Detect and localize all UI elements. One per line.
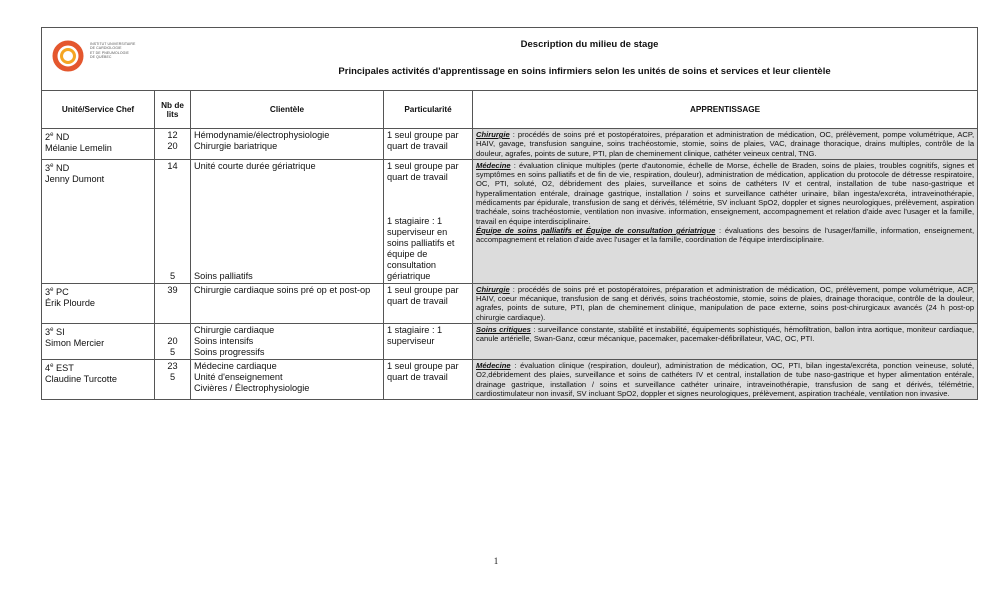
table-row: [42, 324, 978, 360]
apprentissage-cell: Chirurgie : procédés de soins pré et postopératoires, préparation et administration de médication, OC, prélèvement, pompe volumétrique, ACP, HAIV, gavage, transfusion sanguine, soins trachéostomie, stomie, soins de plaies, VAC, drainage thoracique, drains multiples, contrôle de la douleur, agrafes, points de suture, PTI, plan de cheminement clinique, cathéter veineux central, TNG.: [473, 129, 978, 160]
unit-cell: [42, 129, 155, 160]
chef-name: Jenny Dumont: [45, 173, 105, 184]
nb-cell: 23 5: [155, 360, 191, 400]
page-number: 1: [493, 556, 499, 566]
apprentissage-cell: Chirurgie : procédés de soins pré et postopératoires, préparation et administration de médication, OC, prélèvement, pompe volumétrique, ACP, HAIV, coeur mécanique, transfusion de sang et dérivés, soins trachéostomie, stomie, soins de plaies, drainage thoracique, contrôle de la douleur, agrafes, points de suture, PTI, plan de cheminement clinique, manipulation de pace externe, soins post-chirurgicaux avancés (24 h post-op chirurgie cardiaque).: [473, 283, 978, 323]
unit-name: 3e PC: [45, 286, 69, 297]
nb-cell: 39: [155, 283, 191, 323]
document-subtitle: Principales activités d'apprentissage en soins infirmiers selon les unités de soins et services et leur clientèle: [338, 66, 831, 77]
nb-cell: 14 5: [155, 159, 191, 283]
apprentissage-cell: Soins critiques : surveillance constante, stabilité et instabilité, équipements sophistiqués, hémofiltration, ballon intra aortique, moniteur cardiaque, canule artérielle, Swan-Ganz, cœur mécanique, pacemaker, pacemaker-défibrillateur, VAC, OC, PTI.: [473, 324, 978, 360]
col-header-apprentissage: APPRENTISSAGE: [473, 91, 978, 129]
apprentissage-cell: Médecine : évaluation clinique (respiration, douleur), administration de médication, OC, PTI, bilan ingesta/excréta, ponction veineuse, soluté, O2,débridement des plaies, surveillance et soins de cathéters IV et central, installation de tube naso-gastrique et hyper alimentation entérale, drainage gastrique, installation / soins et surveillance cathéter urinaire, intraveinothérapie, transfusion de sang et dérivés, télémétrie, cardiostimulateur non invasif, SV incluant SpO2, doppler et signes neurologiques, prélèvement, aspiration trachéale, ventilation non invasive.: [473, 360, 978, 400]
document-title: Description du milieu de stage: [520, 39, 659, 50]
clientele-cell: Hémodynamie/électrophysiologie Chirurgie bariatrique: [191, 129, 384, 160]
particularite-cell: 1 seul groupe par quart de travail: [384, 283, 473, 323]
unit-name: 4e EST: [45, 363, 74, 374]
col-header-unit: Unité/Service Chef: [42, 91, 155, 129]
particularite-cell: 1 stagiaire : 1 superviseur: [384, 324, 473, 360]
table-row: [42, 129, 978, 160]
clientele-cell: Unité courte durée gériatrique Soins palliatifs: [191, 159, 384, 283]
document-page: [41, 27, 977, 400]
column-header-row: [42, 91, 978, 129]
header-row: [42, 28, 978, 91]
chef-name: Mélanie Lemelin: [45, 143, 112, 154]
unit-name: 3e SI: [45, 327, 65, 338]
apprentissage-cell: Médecine : évaluation clinique multiples (perte d'autonomie, échelle de Morse, échelle de Braden, soins de plaies, troubles cognitifs, signes et symptômes en soins palliatifs et de fin de vie, respiration, douleur), administration de médication, application du protocole de détresse respiratoire, OC, PTI, soluté, O2, débridement des plaies, surveillance et soins de cathéters IV et central, installation de tube naso-gastrique et hyperalimentation entérale, drainage gastrique, installation / soins et surveillance cathéter urinaire, bilan ingesta/excréta, intraveinothérapie, médicaments par épidurale, transfusion de sang et dérivés, télémétrie, SV incluant SpO2, doppler et signes neurologiques, prélèvement, aspiration trachéale, soins trachéostomie, ventilation non invasive. information, enseignement, accompagnement et relation d'aide avec l'usager et la famille, travail en équipe interdisciplinaire. Équipe de soins palliatifs et Équipe de consultation gériatrique : évaluations des besoins de l'usager/famille, information, enseignement, accompagnement et relation d'aide avec l'usager et la famille, coordination de l'équipe interdisciplinaire.: [473, 159, 978, 283]
chef-name: Claudine Turcotte: [45, 374, 118, 385]
stage-table: [41, 27, 978, 400]
chef-name: Simon Mercier: [45, 338, 105, 349]
clientele-cell: Chirurgie cardiaque Soins intensifs Soins progressifs: [191, 324, 384, 360]
table-row: [42, 159, 978, 283]
unit-name: 2e ND: [45, 132, 70, 143]
unit-cell: [42, 159, 155, 283]
clientele-cell: Chirurgie cardiaque soins pré op et post-op: [191, 283, 384, 323]
unit-name: 3e ND: [45, 162, 70, 173]
particularite-cell: 1 seul groupe par quart de travail: [384, 129, 473, 160]
particularite-cell: 1 seul groupe par quart de travail 1 stagiaire : 1 superviseur en soins palliatifs et équipe de consultation gériatrique: [384, 159, 473, 283]
unit-cell: [42, 283, 155, 323]
particularite-cell: 1 seul groupe par quart de travail: [384, 360, 473, 400]
nb-cell: 12 20: [155, 129, 191, 160]
unit-cell: [42, 360, 155, 400]
col-header-clientele: Clientèle: [191, 91, 384, 129]
table-row: [42, 283, 978, 323]
col-header-particularite: Particularité: [384, 91, 473, 129]
logo-text: INSTITUT UNIVERSITAIRE DE CARDIOLOGIE ET DE PNEUMOLOGIE DE QUÉBEC: [90, 42, 136, 59]
chef-name: Érik Plourde: [45, 297, 96, 308]
col-header-nb-lits: Nb de lits: [155, 91, 191, 129]
table-row: [42, 360, 978, 400]
unit-cell: [42, 324, 155, 360]
document-header: [42, 28, 978, 91]
nb-cell: 20 5: [155, 324, 191, 360]
clientele-cell: Médecine cardiaque Unité d'enseignement Civières / Électrophysiologie: [191, 360, 384, 400]
